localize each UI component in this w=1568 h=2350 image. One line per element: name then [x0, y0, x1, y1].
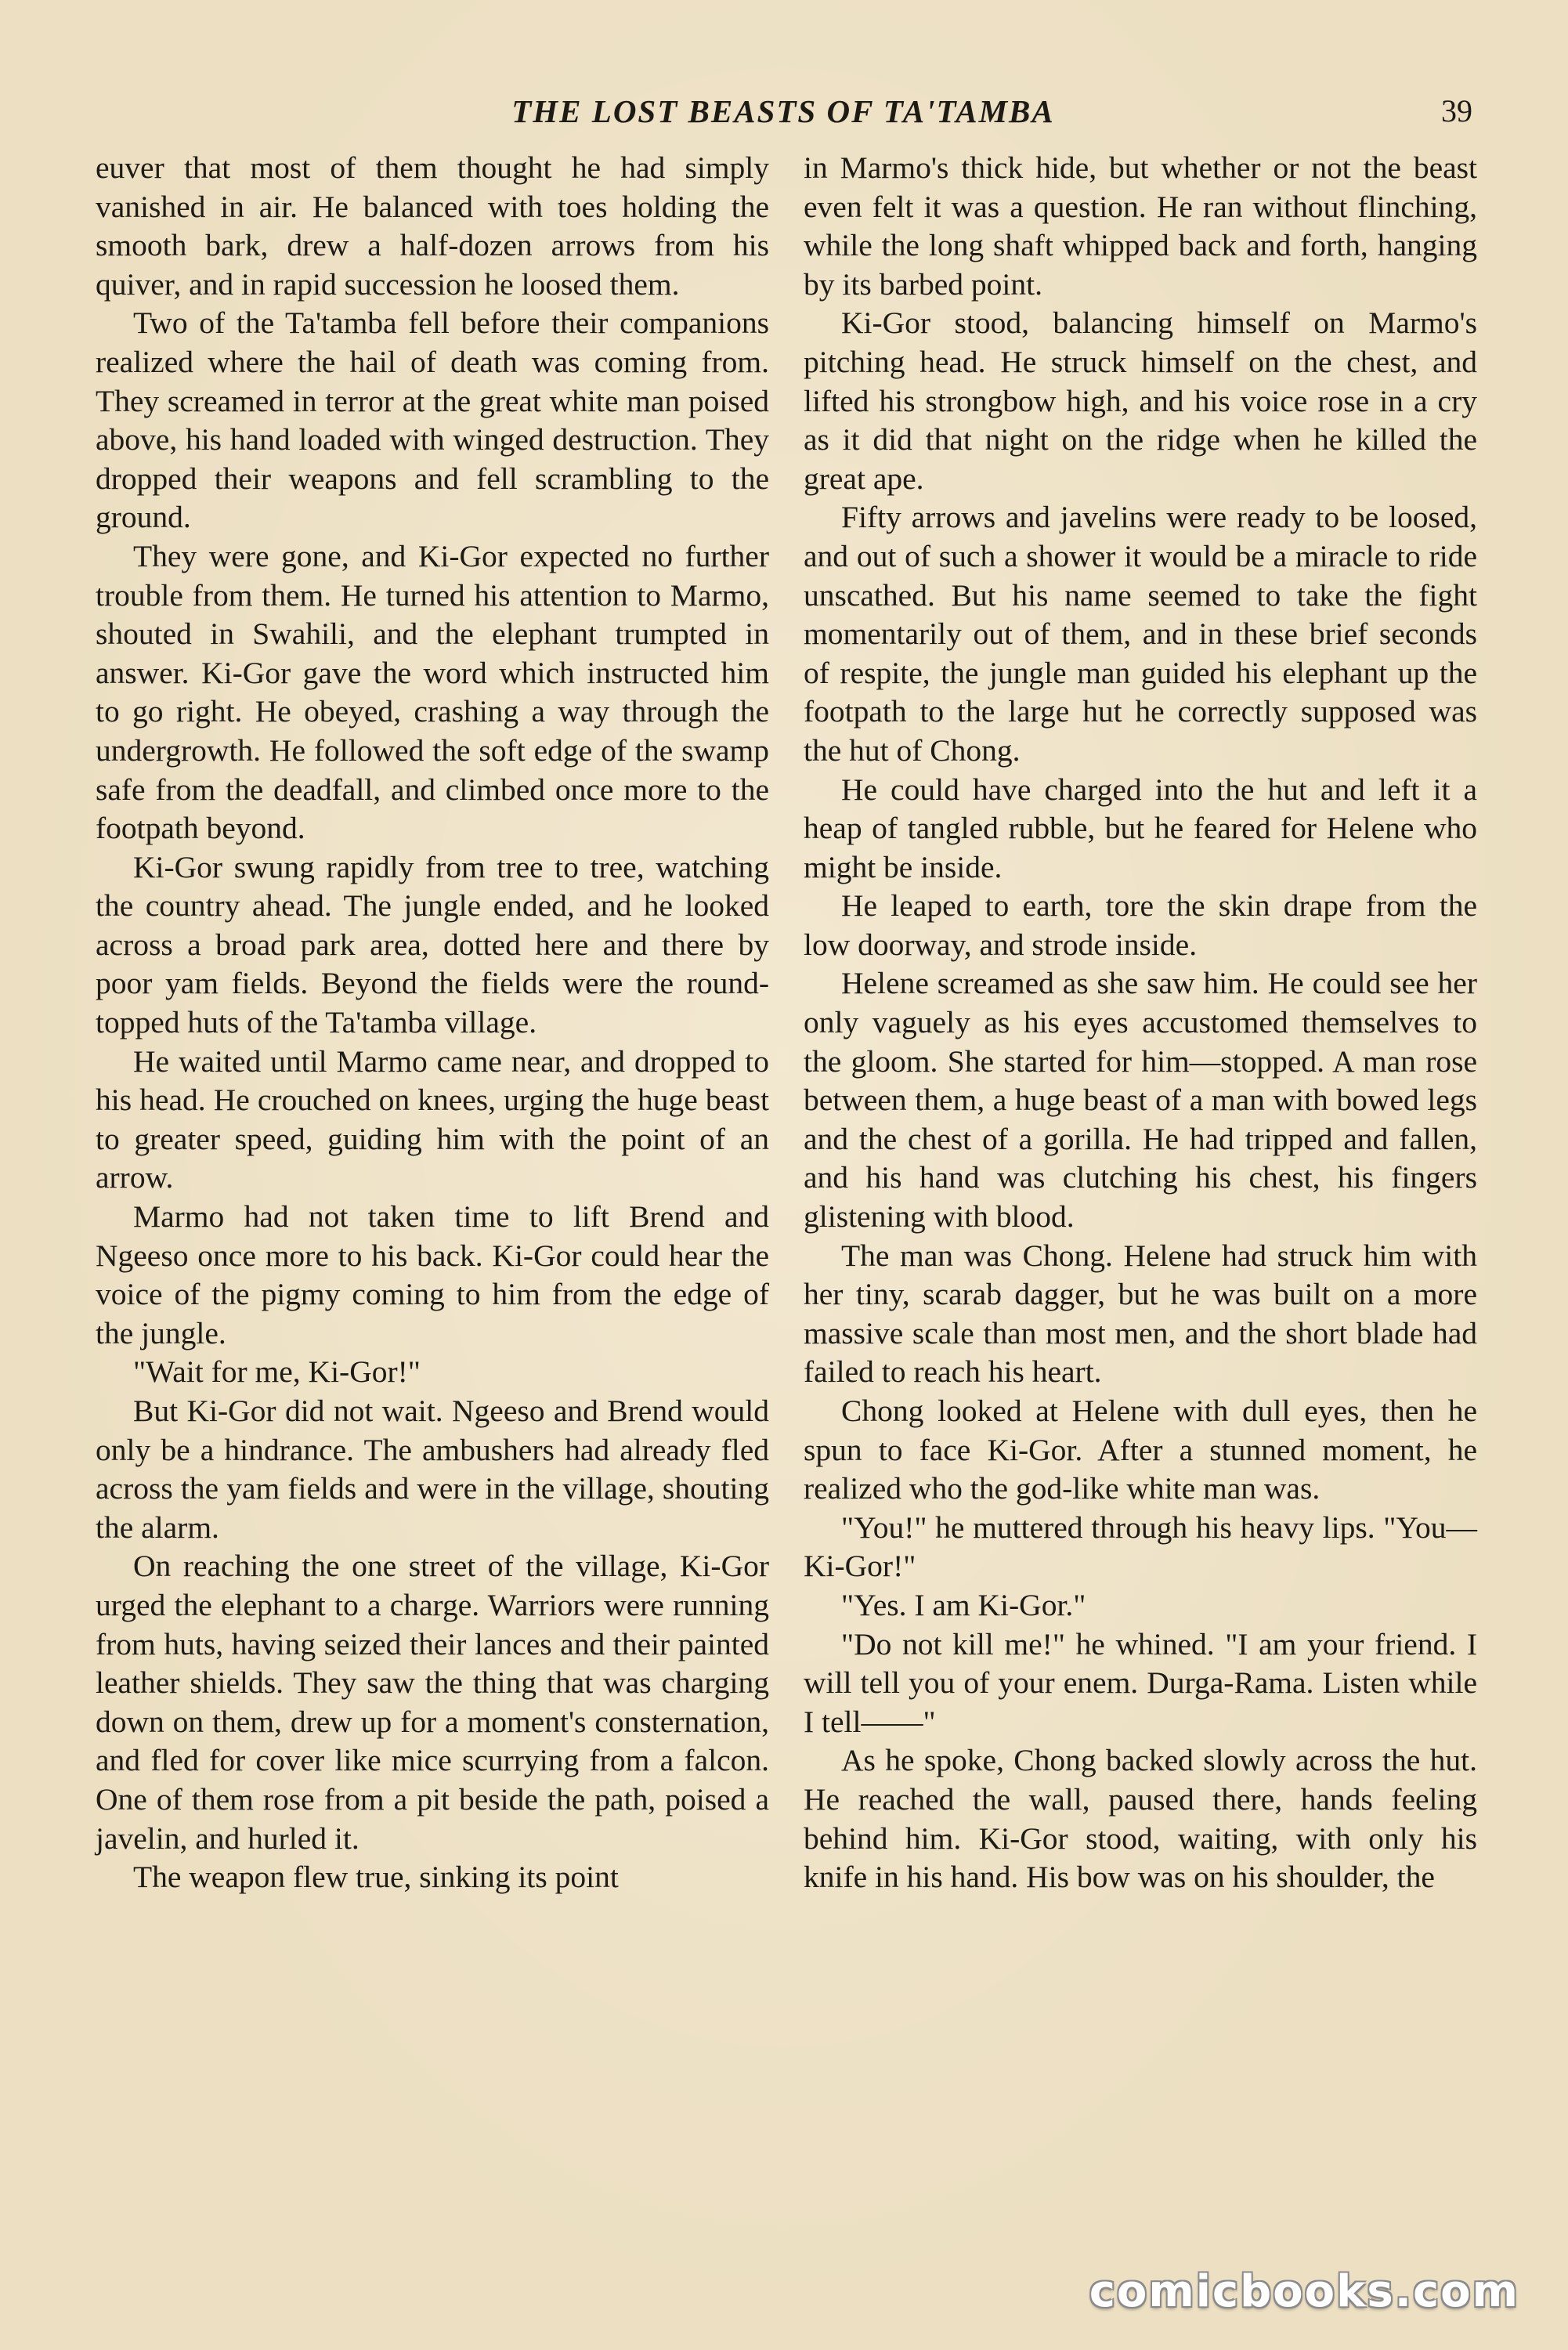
paragraph: Two of the Ta'tamba fell before their companions realized where the hail of death was coming from. They screamed in terror at the great white man poised above, his hand loaded with winged destruction. They dropped their weapons and fell scrambling to the ground.	[96, 306, 769, 535]
paragraph: "Wait for me, Ki-Gor!"	[133, 1354, 421, 1390]
paragraph: Marmo had not taken time to lift Brend and Ngeeso once more to his back. Ki-Gor could hear the voice of the pigmy coming to him from the edge of the jungle.	[96, 1199, 769, 1350]
paragraph: The man was Chong. Helene had struck him with her tiny, scarab dagger, but he was built on a more massive scale than most men, and the short blade had failed to reach his heart.	[804, 1238, 1477, 1390]
page-number: 39	[1441, 93, 1472, 128]
page-header	[94, 92, 1472, 139]
right-column	[804, 149, 1477, 1897]
paragraph: The weapon flew true, sinking its point	[133, 1860, 619, 1895]
paragraph: They were gone, and Ki-Gor expected no further trouble from them. He turned his attention to Marmo, shouted in Swahili, and the elephant trumpted in answer. Ki-Gor gave the word which instructed him to go right. He obeyed, crashing a way through the undergrowth. He followed the soft edge of the swamp safe from the deadfall, and climbed once more to the footpath beyond.	[96, 538, 769, 846]
paragraph: He could have charged into the hut and left it a heap of tangled rubble, but he feared for Helene who might be inside.	[804, 772, 1477, 884]
paragraph: euver that most of them thought he had simply vanished in air. He balanced with toes holding the smooth bark, drew a half-dozen arrows from his quiver, and in rapid succession he loosed them.	[96, 150, 769, 302]
paragraph: Fifty arrows and javelins were ready to be loosed, and out of such a shower it would be a miracle to ride unscathed. But his name seemed to take the fight momentarily out of them, and in these brief seconds of respite, the jungle man guided his elephant up the footpath to the large hut he correctly supposed was the hut of Chong.	[804, 500, 1477, 768]
paragraph: As he spoke, Chong backed slowly across the hut. He reached the wall, paused there, hands feeling behind him. Ki-Gor stood, waiting, with only his knife in his hand. His bow was on his shoulder, the	[804, 1743, 1477, 1895]
paragraph: He leaped to earth, tore the skin drape from the low doorway, and strode inside.	[804, 888, 1477, 962]
site-watermark: comicbooks.com	[1089, 2266, 1519, 2317]
paragraph: Helene screamed as she saw him. He could see her only vaguely as his eyes accustomed themselves to the gloom. She started for him—stopped. A man rose between them, a huge beast of a man with bowed legs and the chest of a gorilla. He had tripped and fallen, and his hand was clutching his chest, his fingers glistening with blood.	[804, 966, 1477, 1235]
paragraph: He waited until Marmo came near, and dropped to his head. He crouched on knees, urging the huge beast to greater speed, guiding him with the point of an arrow.	[96, 1043, 769, 1195]
paragraph: Ki-Gor swung rapidly from tree to tree, watching the country ahead. The jungle ended, and he looked across a broad park area, dotted here and there by poor yam fields. Beyond the fields were the round-topped huts of the Ta'tamba village.	[96, 849, 769, 1040]
paragraph: in Marmo's thick hide, but whether or not the beast even felt it was a question. He ran without flinching, while the long shaft whipped back and forth, hanging by its barbed point.	[804, 150, 1477, 302]
paragraph: "You!" he muttered through his heavy lips. "You—Ki-Gor!"	[804, 1509, 1477, 1584]
paragraph: But Ki-Gor did not wait. Ngeeso and Brend would only be a hindrance. The ambushers had already fled across the yam fields and were in the village, shouting the alarm.	[96, 1394, 769, 1545]
paragraph: "Yes. I am Ki-Gor."	[841, 1587, 1086, 1622]
paragraph: On reaching the one street of the village, Ki-Gor urged the elephant to a charge. Warriors were running from huts, having seized their lances and their painted leather shields. They saw the thing that was charging down on them, drew up for a moment's consternation, and fled for cover like mice scurrying from a falcon. One of them rose from a pit beside the path, poised a javelin, and hurled it.	[96, 1549, 769, 1856]
paragraph: "Do not kill me!" he whined. "I am your friend. I will tell you of your enem. Durga-Rama. Listen while I tell——"	[804, 1626, 1477, 1739]
paragraph: Ki-Gor stood, balancing himself on Marmo's pitching head. He struck himself on the chest, and lifted his strongbow high, and his voice rose in a cry as it did that night on the ridge when he killed the great ape.	[804, 306, 1477, 496]
paragraph: Chong looked at Helene with dull eyes, then he spun to face Ki-Gor. After a stunned moment, he realized who the god-like white man was.	[804, 1394, 1477, 1506]
left-column	[96, 149, 769, 1897]
running-title: THE LOST BEASTS OF TA'TAMBA	[511, 93, 1055, 129]
